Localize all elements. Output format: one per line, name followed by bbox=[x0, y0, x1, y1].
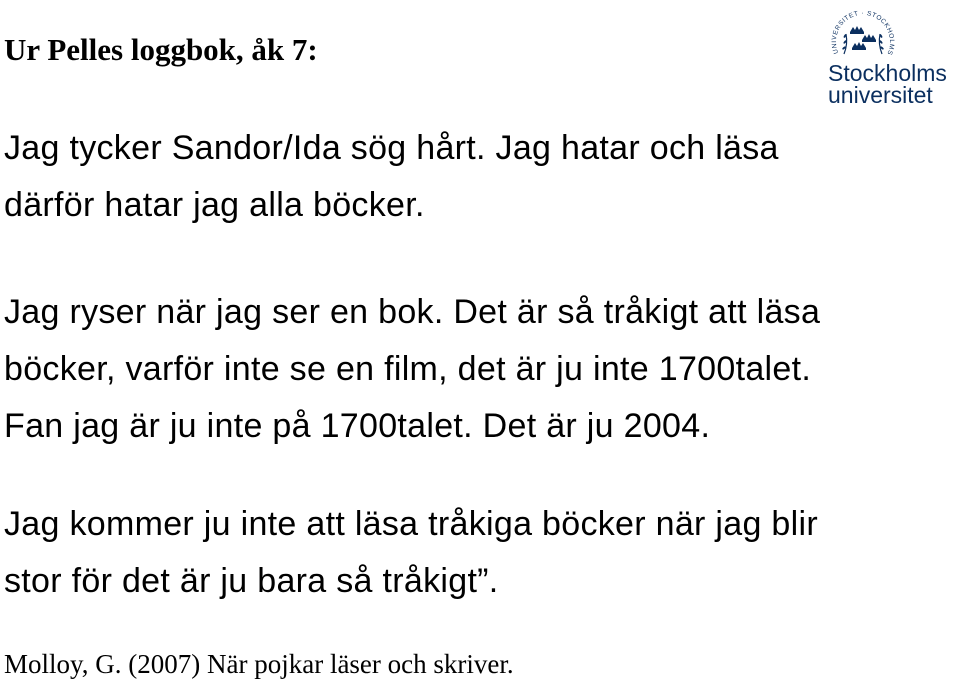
university-logo bbox=[826, 4, 956, 116]
paragraph-line: stor för det är ju bara så tråkigt”. bbox=[4, 562, 499, 600]
paragraph-line: Jag tycker Sandor/Ida sög hårt. Jag hatar och läsa bbox=[4, 129, 779, 167]
logo-line-1: Stockholms bbox=[828, 60, 947, 86]
page-title: Ur Pelles loggbok, åk 7: bbox=[4, 32, 318, 67]
diary-paragraph-1 bbox=[4, 120, 779, 234]
diary-paragraph-3 bbox=[4, 496, 818, 610]
paragraph-line: Jag ryser när jag ser en bok. Det är så tråkigt att läsa bbox=[4, 293, 821, 331]
logo-wordmark bbox=[828, 62, 947, 106]
citation: Molloy, G. (2007) När pojkar läser och skriver. bbox=[4, 649, 514, 679]
diary-paragraph-2 bbox=[4, 284, 820, 455]
svg-text:UNIVERSITET · STOCKHOLMS: UNIVERSITET · STOCKHOLMS bbox=[830, 9, 896, 57]
paragraph-line: böcker, varför inte se en film, det är ju inte 1700talet. bbox=[4, 350, 812, 388]
paragraph-line: Fan jag är ju inte på 1700talet. Det är ju 2004. bbox=[4, 407, 711, 445]
paragraph-line: Jag kommer ju inte att läsa tråkiga böcker när jag blir bbox=[4, 505, 818, 543]
logo-line-2: universitet bbox=[828, 82, 933, 108]
paragraph-line: därför hatar jag alla böcker. bbox=[4, 186, 425, 224]
